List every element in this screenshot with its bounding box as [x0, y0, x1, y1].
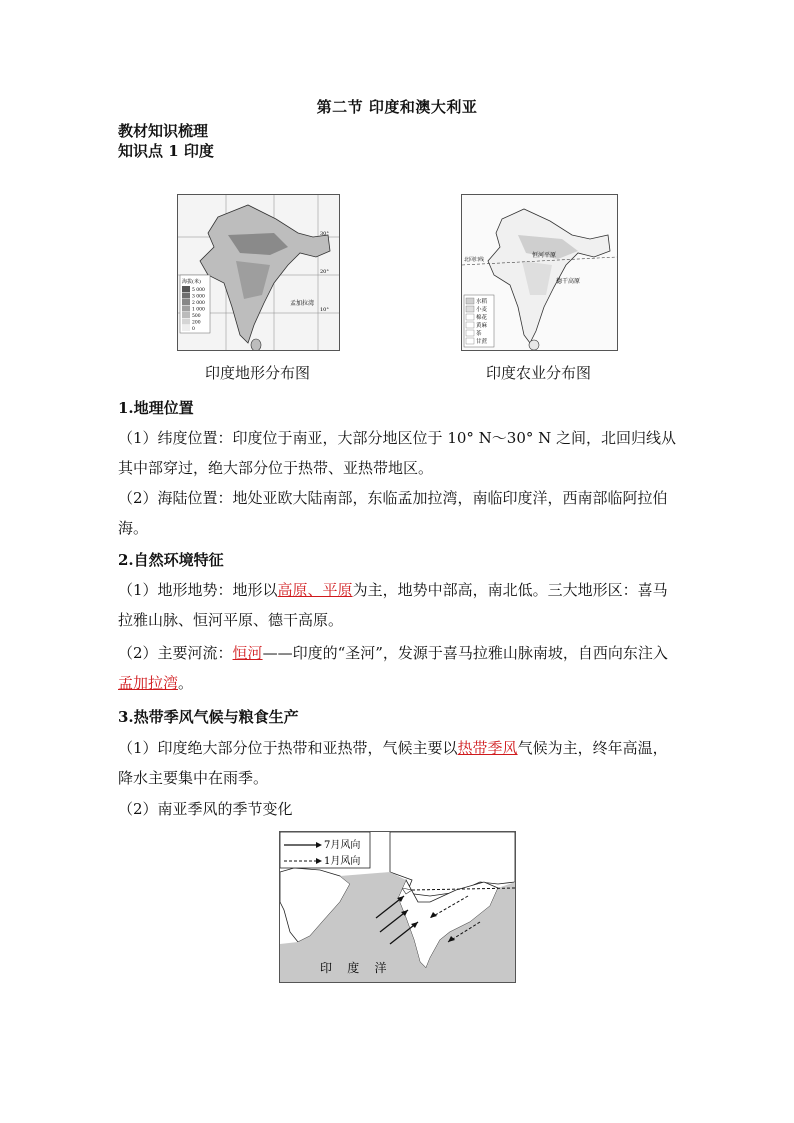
terrain-map-caption: 印度地形分布图: [204, 364, 310, 382]
agri-legend-swatch: [466, 338, 474, 344]
terrain-legend-level: 5 000: [192, 288, 205, 293]
bay-of-bengal-label: 孟加拉湾: [290, 300, 315, 307]
legend-jan-wind: 1月风向: [324, 856, 361, 867]
climate-text-post: 气候为主，终年高温，降水主要集中在雨季。: [118, 739, 668, 787]
section-2-terrain: [118, 575, 678, 635]
agriculture-map-graphic: [462, 195, 617, 350]
terrain-text-pre: （1）地形地势：地形以: [118, 581, 278, 599]
section-2-rivers: [118, 638, 678, 698]
section-2-heading: 2.自然环境特征: [118, 551, 224, 569]
section-1-latitude: （1）纬度位置：印度位于南亚，大部分地区位于 10° N～30° N 之间，北回归线从其中部穿过，绝大部分位于热带、亚热带地区。: [118, 429, 677, 477]
lat-10-label: 10°: [320, 307, 329, 313]
agri-legend-item: 水稻: [476, 299, 488, 305]
agri-legend-swatch: [466, 322, 474, 328]
terrain-legend-level: 3 000: [192, 294, 205, 300]
climate-text-pre: （1）印度绝大部分位于热带和亚热带，气候主要以: [118, 739, 458, 757]
india-terrain-map: [177, 194, 340, 351]
river-text-mid: ——印度的“圣河”，发源于喜马拉雅山脉南坡，自西向东注入: [262, 644, 668, 662]
terrain-legend-swatch: [182, 312, 190, 318]
legend-july-wind: 7月风向: [324, 840, 361, 851]
agri-legend-swatch: [466, 330, 474, 336]
terrain-legend-swatch: [182, 325, 190, 331]
indian-ocean-label: 印 度 洋: [320, 961, 387, 975]
section-3-climate: [118, 733, 678, 793]
agri-legend-swatch: [466, 314, 474, 320]
section-title: 第二节 印度和澳大利亚: [316, 98, 478, 116]
terrain-legend-level: 200: [192, 320, 201, 326]
terrain-key-answer: 高原、平原: [277, 581, 353, 599]
ganges-plain-label: 恒河平原: [532, 252, 557, 259]
terrain-legend-level: 1 000: [192, 307, 205, 313]
agri-legend-item: 棉花: [476, 315, 488, 321]
river-text-post: 。: [178, 674, 194, 692]
terrain-legend-swatch: [182, 286, 190, 292]
terrain-legend-swatch: [182, 319, 190, 325]
terrain-map-graphic: [178, 195, 339, 350]
terrain-legend-swatch: [182, 293, 190, 299]
tropic-label: 北回归线: [464, 257, 485, 263]
agriculture-map-caption: 印度农业分布图: [485, 364, 591, 382]
agri-legend-swatch: [466, 298, 474, 304]
river-key-answer: 恒河: [232, 644, 263, 662]
lat-30-label: 30°: [320, 231, 329, 237]
deccan-plateau-label: 德干高原: [556, 278, 581, 285]
agri-legend-item: 黄麻: [476, 323, 488, 329]
terrain-legend-level: 0: [192, 327, 195, 332]
heading-knowledge-point-1: 知识点 1 印度: [118, 142, 214, 160]
lat-20-label: 20°: [320, 269, 329, 275]
agri-legend-swatch: [466, 306, 474, 312]
terrain-legend-title: 海拔(米): [182, 279, 201, 285]
terrain-legend-level: 500: [192, 314, 201, 319]
section-3-heading: 3.热带季风气候与粮食生产: [118, 708, 299, 726]
terrain-text-post: 为主，地势中部高，南北低。三大地形区：喜马拉雅山脉、恒河平原、德干高原。: [118, 581, 668, 629]
terrain-legend-swatch: [182, 299, 190, 305]
section-1-heading: 1.地理位置: [118, 399, 194, 417]
climate-key-answer: 热带季风: [457, 739, 518, 757]
bay-key-answer: 孟加拉湾: [118, 674, 179, 692]
agri-legend-item: 甘蔗: [476, 339, 488, 345]
agri-legend-item: 茶: [476, 331, 482, 337]
agri-legend-item: 小麦: [476, 307, 488, 313]
monsoon-diagram: [279, 831, 516, 983]
monsoon-diagram-graphic: [280, 832, 515, 982]
india-agriculture-map: [461, 194, 618, 351]
river-text-pre: （2）主要河流：: [118, 644, 233, 662]
terrain-legend-level: 2 000: [192, 301, 205, 306]
section-1-sea-land: （2）海陆位置：地处亚欧大陆南部，东临孟加拉湾，南临印度洋，西南部临阿拉伯海。: [118, 489, 668, 537]
heading-textbook-review: 教材知识梳理: [118, 122, 209, 140]
terrain-legend-swatch: [182, 306, 190, 312]
section-3-monsoon: （2）南亚季风的季节变化: [118, 800, 293, 818]
